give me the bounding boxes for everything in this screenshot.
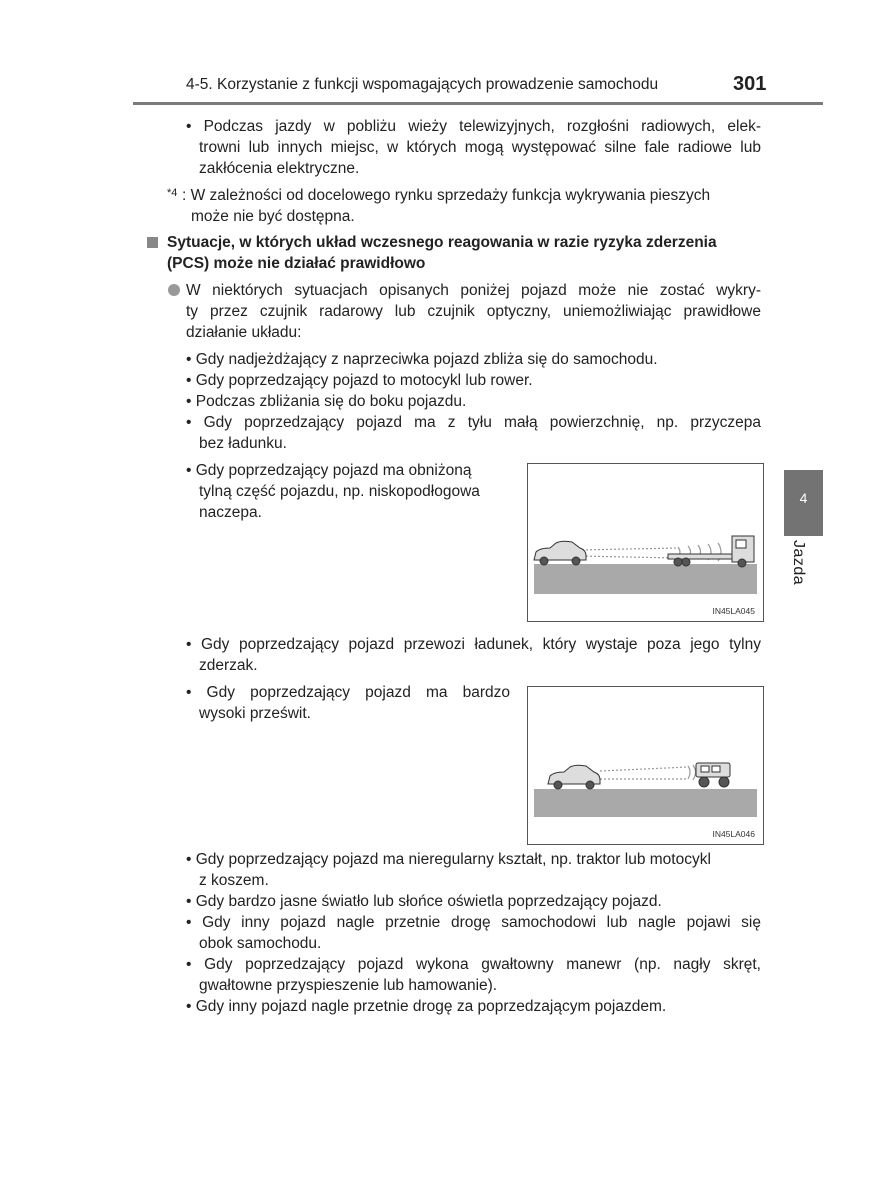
footnote-mark: *4: [167, 187, 178, 199]
figure-high-clearance: [527, 686, 764, 845]
section-square-bullet: [147, 237, 158, 248]
chapter-tab: [784, 470, 823, 536]
section-heading: Sytuacje, w których układ wczesnego reagowania w razie ryzyka zderzenia: [167, 234, 717, 251]
figure-code: IN45LA046: [712, 829, 755, 839]
section-heading: (PCS) może nie działać prawidłowo: [167, 255, 426, 272]
chapter-label: Jazda: [790, 540, 807, 586]
figure-code: IN45LA045: [712, 606, 755, 616]
bullet-line: • Gdy poprzedzający pojazd ma z tyłu małą powierzchnię, np. przyczepa: [186, 414, 761, 431]
page-number: 301: [733, 73, 767, 95]
intro-bullet-line: • Podczas jazdy w pobliżu wieży telewizyjnych, rozgłośni radiowych, elek-: [186, 118, 761, 135]
bullet-line: bez ładunku.: [199, 435, 287, 452]
figure-low-trailer: [527, 463, 764, 622]
bullet-line: wysoki prześwit.: [199, 705, 311, 722]
illustration-car-sensing-offroad: [528, 687, 763, 844]
bullet-line: gwałtowne przyspieszenie lub hamowanie).: [199, 977, 498, 994]
illustration-car-sensing-truck: [528, 464, 763, 621]
bullet-line: • Gdy poprzedzający pojazd ma obniżoną: [186, 462, 472, 479]
bullet-line: zderzak.: [199, 657, 258, 674]
section-intro-line: W niektórych sytuacjach opisanych poniżej pojazd może nie zostać wykry-: [186, 282, 761, 299]
page-header-title: 4-5. Korzystanie z funkcji wspomagających prowadzenie samochodu: [186, 76, 659, 93]
bullet-line: • Gdy nadjeżdżający z naprzeciwka pojazd zbliża się do samochodu.: [186, 351, 658, 368]
bullet-line: naczepa.: [199, 504, 262, 521]
bullet-line: • Gdy inny pojazd nagle przetnie drogę samochodowi lub nagle pojawi się: [186, 914, 761, 931]
section-intro-line: działanie układu:: [186, 324, 302, 341]
bullet-line: • Gdy poprzedzający pojazd ma bardzo: [186, 684, 510, 701]
bullet-line: • Podczas zbliżania się do boku pojazdu.: [186, 393, 467, 410]
bullet-line: obok samochodu.: [199, 935, 322, 952]
section-intro-line: ty przez czujnik radarowy lub czujnik optyczny, uniemożliwiając prawidłowe: [186, 303, 761, 320]
bullet-line: • Gdy poprzedzający pojazd przewozi ładunek, który wystaje poza jego tylny: [186, 636, 761, 653]
bullet-line: • Gdy poprzedzający pojazd wykona gwałtowny manewr (np. nagły skręt,: [186, 956, 761, 973]
bullet-line: tylną część pojazdu, np. niskopodłogowa: [199, 483, 480, 500]
intro-bullet-line: zakłócenia elektryczne.: [199, 160, 360, 177]
circle-bullet: [168, 284, 180, 296]
header-divider: [133, 102, 823, 105]
footnote-line: może nie być dostępna.: [191, 208, 355, 225]
bullet-line: • Gdy poprzedzający pojazd ma nieregularny kształt, np. traktor lub motocykl: [186, 851, 711, 868]
intro-bullet-line: trowni lub innych miejsc, w których mogą występować silne fale radiowe lub: [199, 139, 761, 156]
bullet-line: • Gdy bardzo jasne światło lub słońce oświetla poprzedzający pojazd.: [186, 893, 662, 910]
footnote-line: : W zależności od docelowego rynku sprzedaży funkcja wykrywania pieszych: [182, 187, 711, 204]
bullet-line: • Gdy inny pojazd nagle przetnie drogę za poprzedzającym pojazdem.: [186, 998, 667, 1015]
bullet-line: • Gdy poprzedzający pojazd to motocykl lub rower.: [186, 372, 533, 389]
chapter-number: 4: [799, 490, 808, 506]
bullet-line: z koszem.: [199, 872, 269, 889]
